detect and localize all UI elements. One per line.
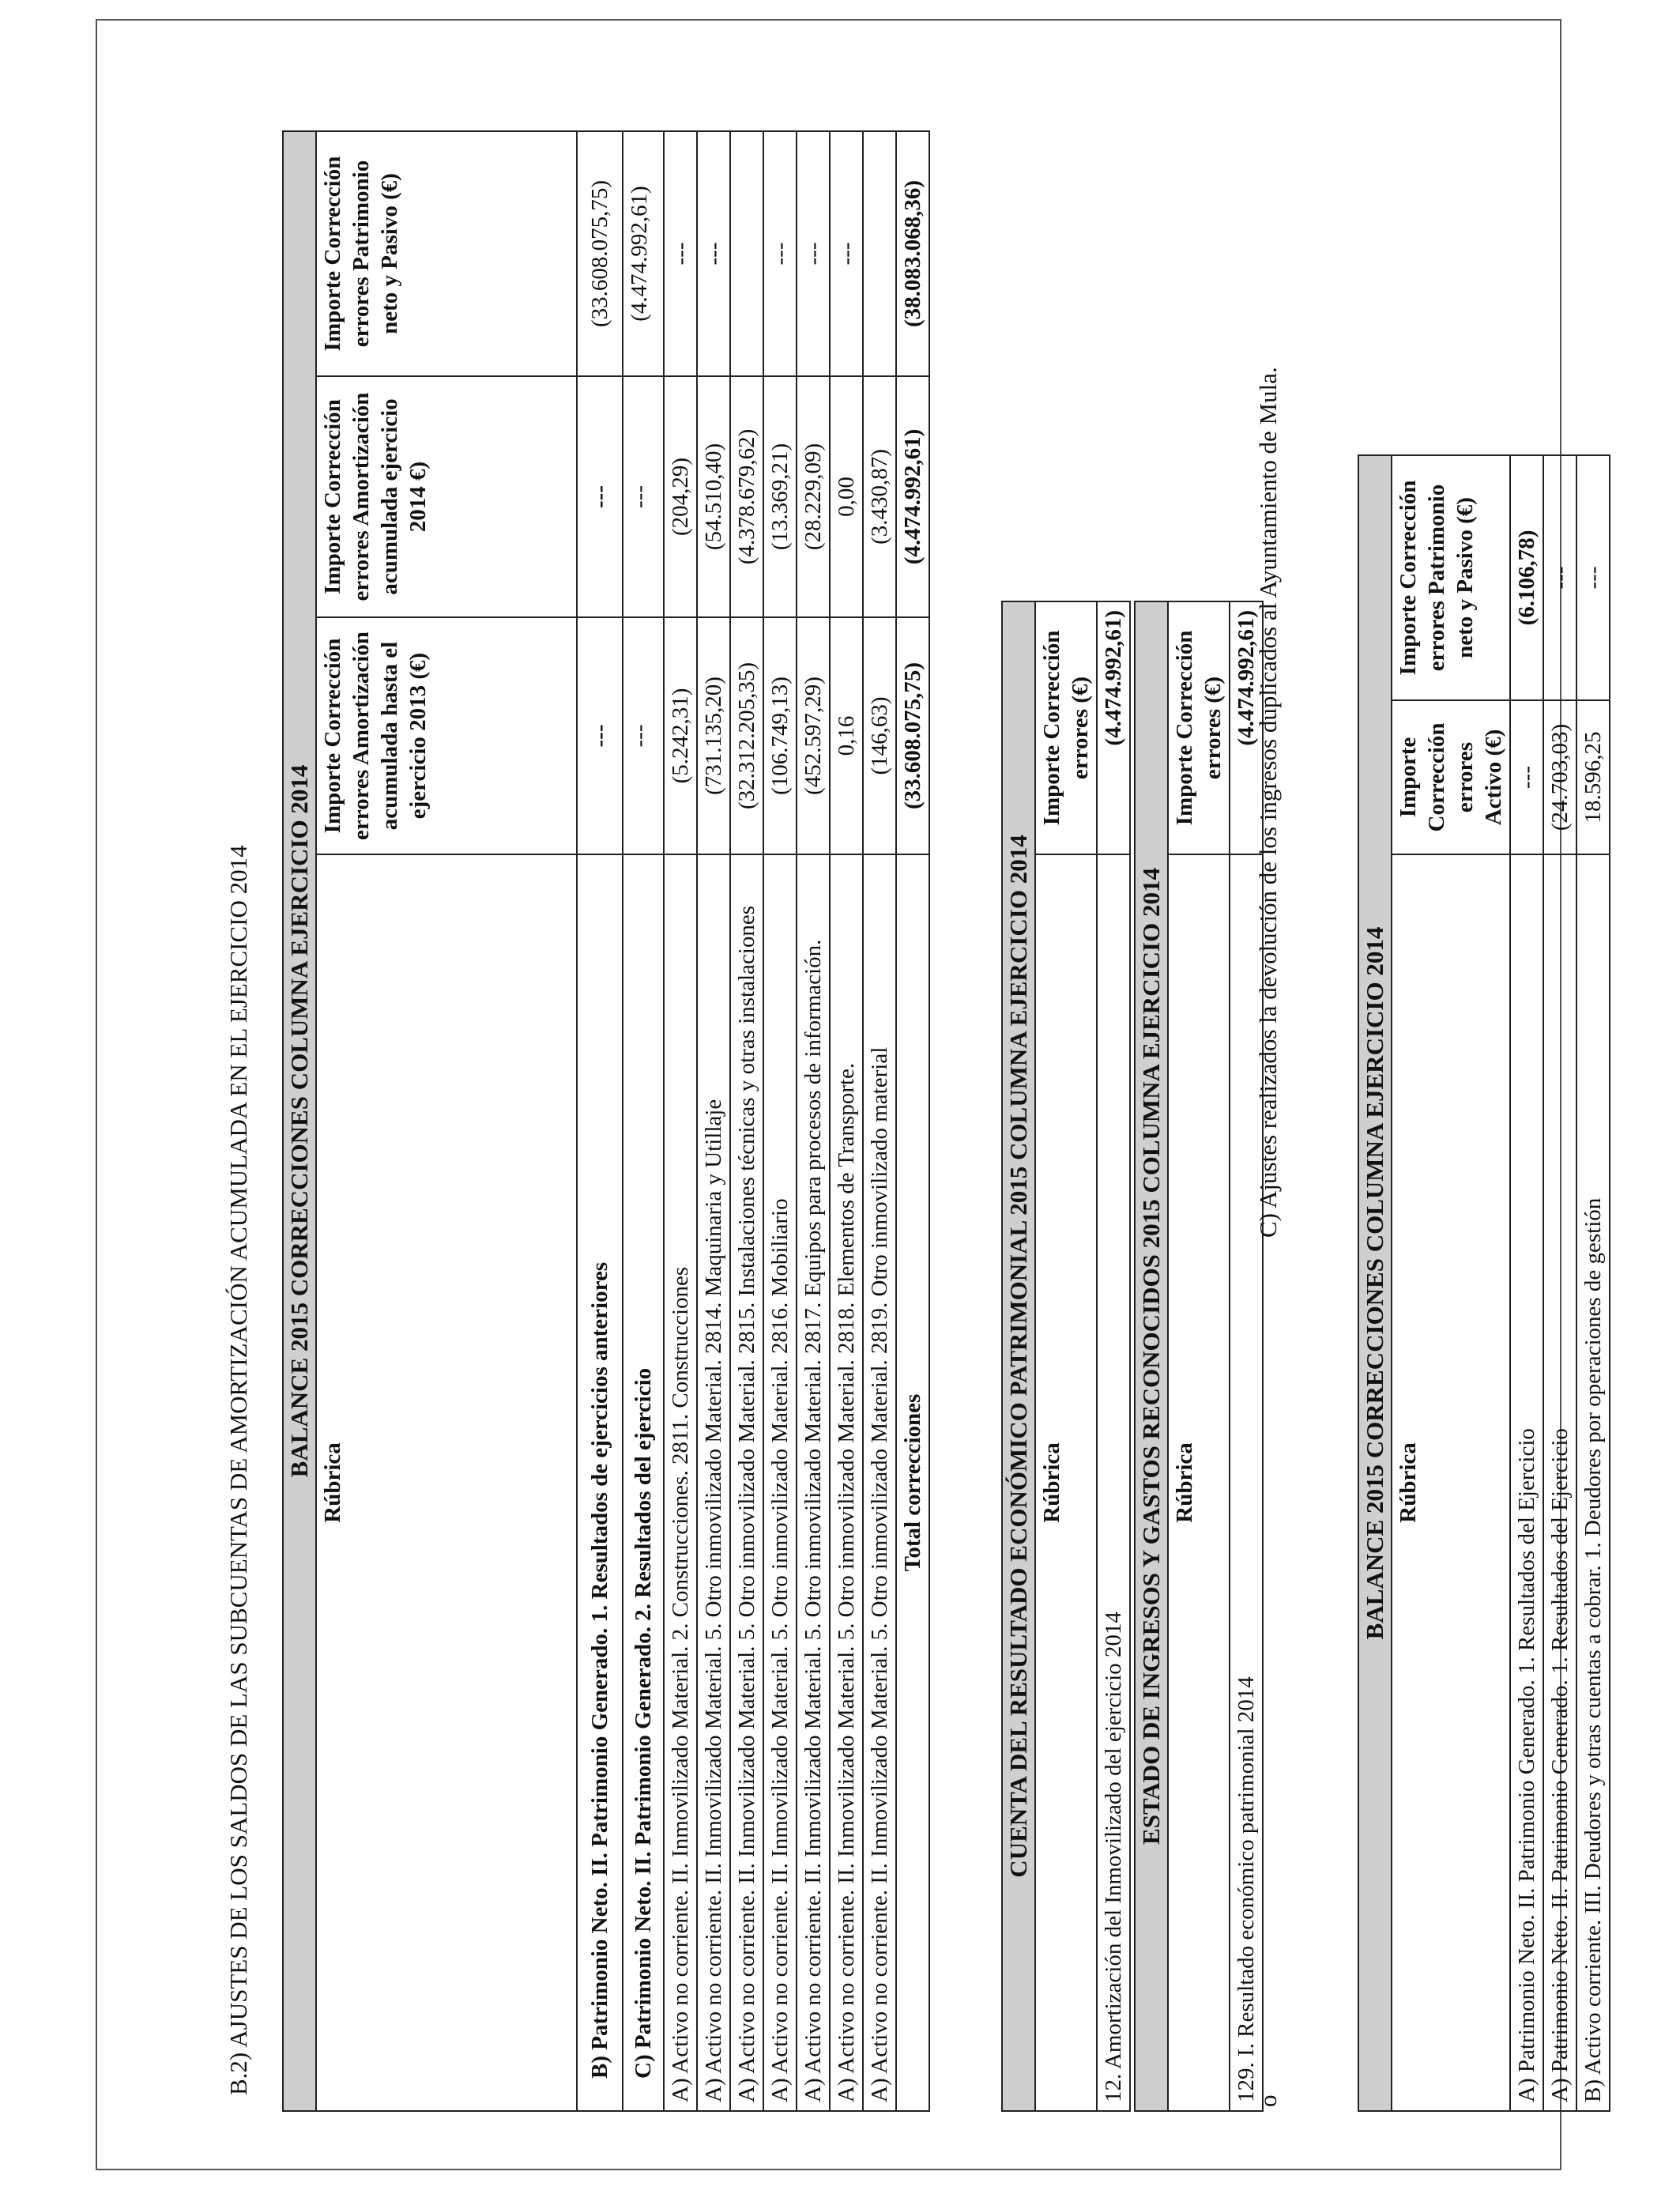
table-cell: --- bbox=[697, 131, 730, 376]
table-cell: --- bbox=[1543, 455, 1576, 700]
table-row-rubrica: A) Activo no corriente. II. Inmovilizado Material. 5. Otro inmovilizado Material. 2818. Elementos de Transporte. bbox=[830, 854, 863, 2111]
table-row-rubrica: B) Patrimonio Neto. II. Patrimonio Generado. 1. Resultados de ejercicios anteriores bbox=[577, 854, 623, 2111]
table-row-rubrica: A) Activo no corriente. II. Inmovilizado Material. 5. Otro inmovilizado Material. 2819. Otro inmovilizado material bbox=[863, 854, 896, 2111]
table1-header-col3: Importe Corrección errores Patrimonio neto y Pasivo (€) bbox=[316, 131, 577, 376]
table2-header-importe: Importe Corrección errores (€) bbox=[1035, 601, 1097, 854]
table-cell: (5.242,31) bbox=[664, 617, 697, 854]
table4-header-rubrica: Rúbrica bbox=[1392, 854, 1510, 2111]
table4-title: BALANCE 2015 CORRECCIONES COLUMNA EJERCICIO 2014 bbox=[1358, 455, 1392, 2111]
table-cell: --- bbox=[830, 131, 863, 376]
table-cell bbox=[730, 131, 763, 376]
table-cell: (452.597,29) bbox=[797, 617, 830, 854]
table-cell: (32.312.205,35) bbox=[730, 617, 763, 854]
table-cell: --- bbox=[1576, 455, 1610, 700]
table-cell: (24.703,03) bbox=[1543, 700, 1576, 854]
table-row-rubrica: C) Patrimonio Neto. II. Patrimonio Generado. 2. Resultados del ejercicio bbox=[623, 854, 664, 2111]
table-row-rubrica: A) Patrimonio Neto. II. Patrimonio Generado. 1. Resultados del Ejercicio bbox=[1543, 854, 1576, 2111]
table-cell: --- bbox=[797, 131, 830, 376]
table-cell: 18.596,25 bbox=[1576, 700, 1610, 854]
table-cell: (28.229,09) bbox=[797, 376, 830, 617]
table2-header-rubrica: Rúbrica bbox=[1035, 854, 1097, 2111]
table3-header-importe: Importe Corrección errores (€) bbox=[1168, 601, 1230, 854]
table4-header-pasivo: Importe Corrección errores Patrimonio neto y Pasivo (€) bbox=[1392, 455, 1510, 700]
table1-header-col2: Importe Corrección errores Amortización acumulada ejercicio 2014 €) bbox=[316, 376, 577, 617]
table-cell: --- bbox=[577, 376, 623, 617]
table-row-rubrica: A) Activo no corriente. II. Inmovilizado Material. 5. Otro inmovilizado Material. 2815. Instalaciones técnicas y otras instalaciones bbox=[730, 854, 763, 2111]
table-row-rubrica: A) Activo no corriente. II. Inmovilizado Material. 5. Otro inmovilizado Material. 2814. Maquinaria y Utillaje bbox=[697, 854, 730, 2111]
table-cell: (731.135,20) bbox=[697, 617, 730, 854]
table-cell: 0,16 bbox=[830, 617, 863, 854]
table-row-rubrica: 12. Amortización del Inmovilizado del ejercicio 2014 bbox=[1097, 854, 1130, 2111]
table-row-rubrica: A) Activo no corriente. II. Inmovilizado Material. 5. Otro inmovilizado Material. 2816. Mobiliario bbox=[763, 854, 797, 2111]
table-cell: (4.474.992,61) bbox=[1097, 601, 1130, 854]
table-row-rubrica: 129. I. Resultado económico patrimonial 2014 bbox=[1230, 854, 1263, 2111]
table-row-rubrica: A) Activo no corriente. II. Inmovilizado Material. 2. Construcciones. 2811. Construcciones bbox=[664, 854, 697, 2111]
table-row-rubrica: A) Activo no corriente. II. Inmovilizado Material. 5. Otro inmovilizado Material. 2817. Equipos para procesos de información. bbox=[797, 854, 830, 2111]
table3-header-rubrica: Rúbrica bbox=[1168, 854, 1230, 2111]
table-cell: (3.430,87) bbox=[863, 376, 896, 617]
table-cell: (4.474.992,61) bbox=[1230, 601, 1263, 854]
table-cell: 0,00 bbox=[830, 376, 863, 617]
table2-title: CUENTA DEL RESULTADO ECONÓMICO PATRIMONIAL 2015 COLUMNA EJERCICIO 2014 bbox=[1002, 601, 1035, 2111]
table-cell bbox=[863, 131, 896, 376]
table-cell: --- bbox=[623, 617, 664, 854]
table-cell: (13.369,21) bbox=[763, 376, 797, 617]
table-cell: (106.749,13) bbox=[763, 617, 797, 854]
bullet-marker: o bbox=[1254, 2094, 1282, 2107]
table-row-rubrica: A) Patrimonio Neto. II. Patrimonio Generado. 1. Resultados del Ejercicio bbox=[1510, 854, 1543, 2111]
table-cell: (33.608.075,75) bbox=[577, 131, 623, 376]
table-cell: --- bbox=[577, 617, 623, 854]
table-cell: --- bbox=[763, 131, 797, 376]
table1-title: BALANCE 2015 CORRECCIONES COLUMNA EJERCICIO 2014 bbox=[283, 131, 316, 2111]
table-cell: --- bbox=[1510, 700, 1543, 854]
total-label: Total correcciones bbox=[896, 854, 929, 2111]
table-cell: (4.474.992,61) bbox=[623, 131, 664, 376]
balance-corrections-table-2 bbox=[1358, 454, 1610, 2112]
table-cell: (6.106,78) bbox=[1510, 455, 1543, 700]
table-cell: --- bbox=[623, 376, 664, 617]
balance-corrections-table bbox=[282, 130, 930, 2112]
table-cell: (204,29) bbox=[664, 376, 697, 617]
section-heading: B.2) AJUSTES DE LOS SALDOS DE LAS SUBCUENTAS DE AMORTIZACIÓN ACUMULADA EN EL EJERCICIO 2014 bbox=[224, 845, 252, 2095]
total-value: (38.083.068,36) bbox=[896, 131, 929, 376]
total-value: (33.608.075,75) bbox=[896, 617, 929, 854]
table1-header-col1: Importe Corrección errores Amortización acumulada hasta el ejercicio 2013 (€) bbox=[316, 617, 577, 854]
table-cell: (4.378.679,62) bbox=[730, 376, 763, 617]
table-cell: --- bbox=[664, 131, 697, 376]
table-row-rubrica: B) Activo corriente. III. Deudores y otras cuentas a cobrar. 1. Deudores por operaciones de gestión bbox=[1576, 854, 1610, 2111]
resultado-economico-table bbox=[1001, 601, 1131, 2112]
rotated-page-content bbox=[96, 19, 1606, 2170]
table1-header-rubrica: Rúbrica bbox=[316, 854, 577, 2111]
table3-title: ESTADO DE INGRESOS Y GASTOS RECONOCIDOS 2015 COLUMNA EJERCICIO 2014 bbox=[1135, 601, 1168, 2111]
total-value: (4.474.992,61) bbox=[896, 376, 929, 617]
table-cell: (54.510,40) bbox=[697, 376, 730, 617]
table4-header-activo: Importe Corrección errores Activo (€) bbox=[1392, 700, 1510, 854]
table-cell: (146,63) bbox=[863, 617, 896, 854]
ingresos-gastos-table bbox=[1134, 601, 1264, 2112]
paragraph-c: C) Ajustes realizados la devolución de los ingresos duplicados al Ayuntamiento de Mula. bbox=[1254, 367, 1282, 1238]
